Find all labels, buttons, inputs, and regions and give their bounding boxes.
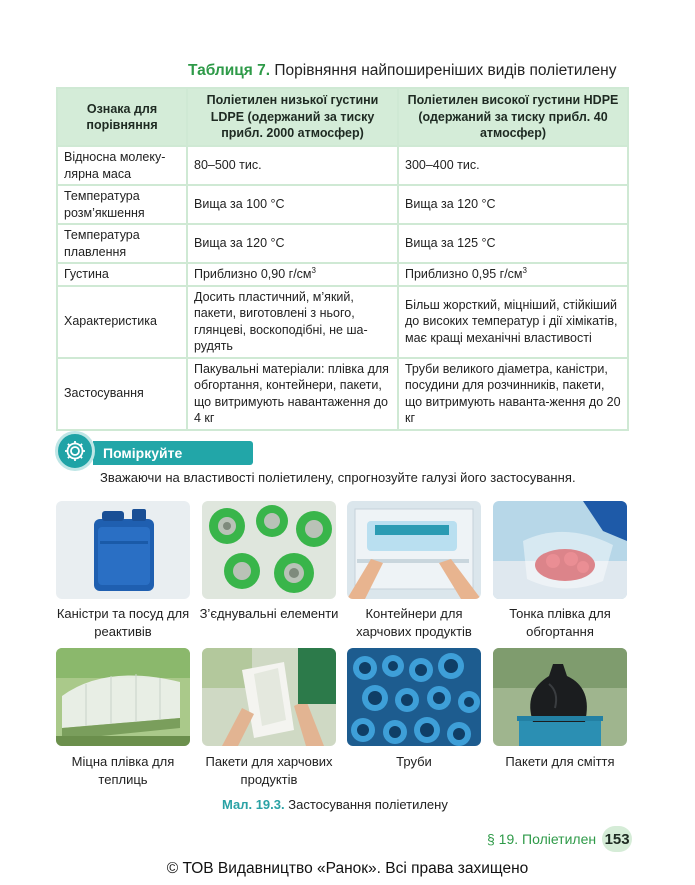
section-title: § 19. Поліетилен bbox=[487, 831, 597, 847]
table-row bbox=[57, 358, 628, 430]
page-footer bbox=[487, 825, 632, 853]
row-hdpe: Вища за 125 °С bbox=[398, 224, 628, 263]
row-hdpe: 300–400 тис. bbox=[398, 146, 628, 185]
photo-label: З’єднувальні елементи bbox=[199, 606, 339, 621]
greenhouse-photo bbox=[56, 648, 190, 746]
row-ldpe bbox=[187, 263, 398, 286]
header-feature: Ознака для порівняння bbox=[57, 88, 187, 146]
row-hdpe: Труби великого діаметра, каністри, посудини для розчинників, пакети, що витримують наванта-ження до 20 кг bbox=[398, 358, 628, 430]
row-feature: Застосування bbox=[57, 358, 187, 430]
table-row bbox=[57, 286, 628, 358]
photo-label: Пакети для сміття bbox=[505, 754, 615, 769]
think-text: Зважаючи на властивості поліетилену, спрогнозуйте галузі його застосування. bbox=[100, 470, 576, 485]
photo-label: Контейнери для харчових продуктів bbox=[356, 606, 472, 640]
row-feature: Відносна молеку-лярна маса bbox=[57, 146, 187, 185]
row-feature: Температура розм’якшення bbox=[57, 185, 187, 224]
row-ldpe: Вища за 120 °С bbox=[187, 224, 398, 263]
photo-label: Труби bbox=[396, 754, 432, 769]
row-ldpe: 80–500 тис. bbox=[187, 146, 398, 185]
header-ldpe: Поліетилен низької густини LDPE (одержаний за тиску прибл. 2000 атмосфер) bbox=[187, 88, 398, 146]
density-ldpe-exponent: 3 bbox=[311, 265, 316, 275]
containers-photo bbox=[347, 501, 481, 599]
row-feature: Характеристика bbox=[57, 286, 187, 358]
pipes-photo bbox=[347, 648, 481, 746]
density-hdpe-value: Приблизно 0,95 г/см bbox=[405, 267, 523, 281]
film-photo bbox=[493, 501, 627, 599]
table-row bbox=[57, 224, 628, 263]
think-title: Поміркуйте bbox=[103, 445, 183, 461]
density-ldpe-value: Приблизно 0,90 г/см bbox=[194, 267, 312, 281]
photo-label: Міцна плівка для теплиць bbox=[71, 754, 175, 788]
comparison-table bbox=[56, 87, 629, 431]
photo-label: Каністри та посуд для реактивів bbox=[56, 606, 190, 640]
figure-caption bbox=[222, 797, 448, 812]
photo-label: Тонка плівка для обгортання bbox=[509, 606, 611, 640]
figure-caption-label: Мал. 19.3. bbox=[222, 797, 285, 812]
table-caption bbox=[188, 62, 616, 80]
density-hdpe-exponent: 3 bbox=[522, 265, 527, 275]
table-row bbox=[57, 263, 628, 286]
header-hdpe: Поліетилен високої густини HDPE (одержаний за тиску прибл. 40 атмосфер) bbox=[398, 88, 628, 146]
table-row bbox=[57, 146, 628, 185]
table-row bbox=[57, 185, 628, 224]
row-hdpe bbox=[398, 263, 628, 286]
food-bags-photo bbox=[202, 648, 336, 746]
fittings-photo bbox=[202, 501, 336, 599]
row-ldpe: Вища за 100 °С bbox=[187, 185, 398, 224]
gear-icon bbox=[55, 431, 95, 471]
table-header-row bbox=[57, 88, 628, 146]
row-ldpe: Досить пластичний, м’який, пакети, виготовлені з нього, глянцеві, воскоподібні, не ша-рудять bbox=[187, 286, 398, 358]
copyright: © ТОВ Видавництво «Ранок». Всі права захищено bbox=[166, 860, 529, 877]
trash-bags-photo bbox=[493, 648, 627, 746]
photo-label: Пакети для харчових продуктів bbox=[205, 754, 333, 788]
figure-caption-text: Застосування поліетилену bbox=[288, 797, 448, 812]
row-feature: Температура плавлення bbox=[57, 224, 187, 263]
row-hdpe: Більш жорсткий, міцніший, стійкіший до високих температур і дії хімікатів, має кращі механічні властивості bbox=[398, 286, 628, 358]
page-number: 153 bbox=[602, 826, 632, 852]
canister-photo bbox=[56, 501, 190, 599]
table-caption-label: Таблиця 7. bbox=[188, 62, 271, 79]
row-ldpe: Пакувальні матеріали: плівка для обгортання, контейнери, пакети, що витримують навантаження до 4 кг bbox=[187, 358, 398, 430]
table-caption-text: Порівняння найпоширеніших видів поліетилену bbox=[274, 62, 617, 79]
row-feature: Густина bbox=[57, 263, 187, 286]
row-hdpe: Вища за 120 °С bbox=[398, 185, 628, 224]
